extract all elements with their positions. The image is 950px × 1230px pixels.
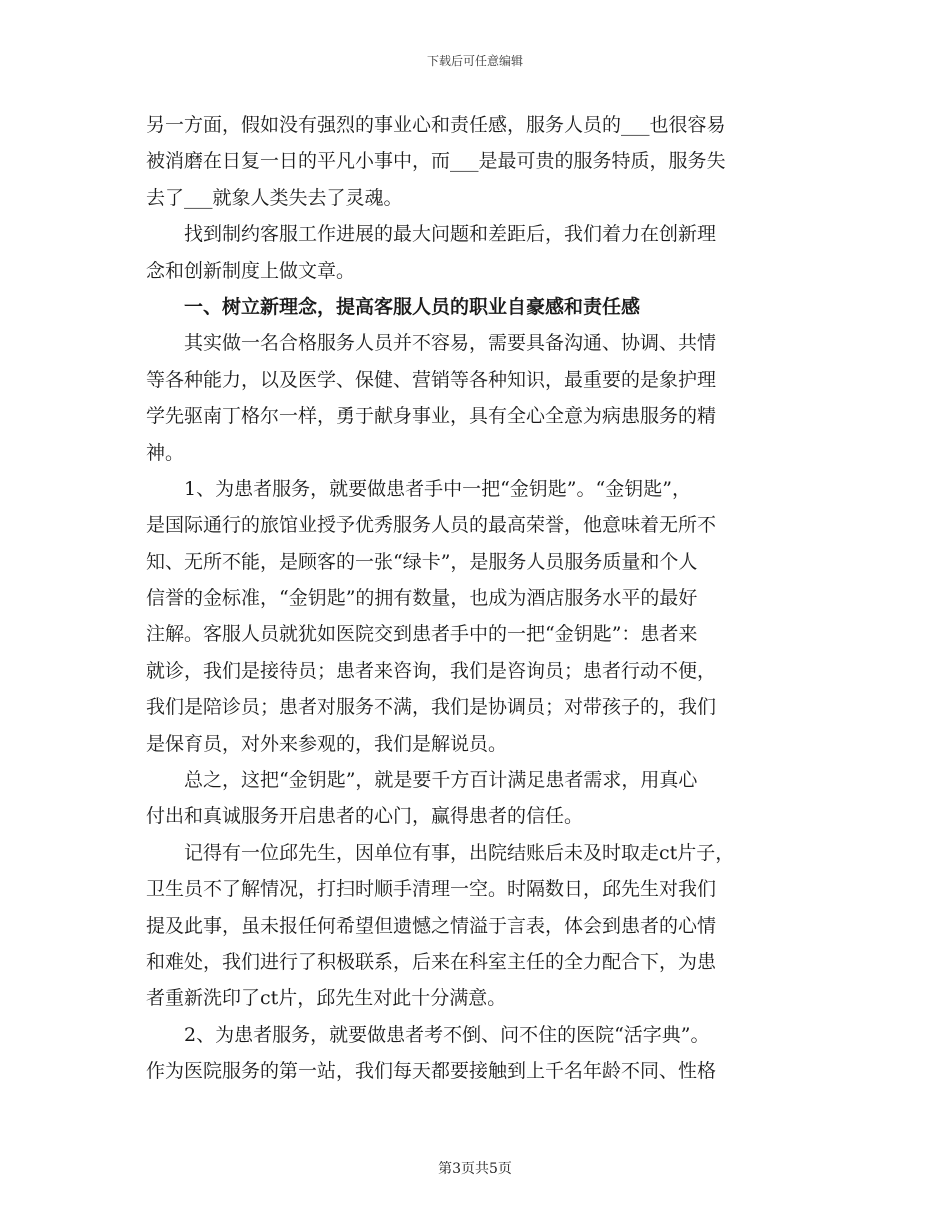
text-line: 者重新洗印了ct片，邱先生对此十分满意。	[146, 987, 507, 1010]
text-line: 是保育员，对外来参观的，我们是解说员。	[146, 732, 508, 755]
text-line: 学先驱南丁格尔一样，勇于献身事业，具有全心全意为病患服务的精	[146, 405, 717, 428]
text-line: 和难处，我们进行了积极联系，后来在科室主任的全力配合下，为患	[146, 950, 717, 973]
text-line: 作为医院服务的第一站，我们每天都要接触到上千名年龄不同、性格	[146, 1060, 717, 1083]
text-line: 被消磨在日复一日的平凡小事中，而___是最可贵的服务特质，服务失	[146, 150, 726, 173]
text-line: 我们是陪诊员；患者对服务不满，我们是协调员；对带孩子的，我们	[146, 696, 717, 719]
text-line: 总之，这把“金钥匙”，就是要千方百计满足患者需求，用真心	[184, 769, 698, 792]
text-line: 付出和真诚服务开启患者的心门，赢得患者的信任。	[146, 805, 584, 828]
text-line: 卫生员不了解情况，打扫时顺手清理一空。时隔数日，邱先生对我们	[146, 878, 717, 901]
text-line: 去了___就象人类失去了灵魂。	[146, 186, 403, 209]
document-body	[146, 107, 810, 1090]
text-line: 记得有一位邱先生，因单位有事，出院结账后未及时取走ct片子，	[184, 841, 735, 864]
text-line: 另一方面，假如没有强烈的事业心和责任感，服务人员的___也很容易	[146, 114, 726, 136]
text-line: 是国际通行的旅馆业授予优秀服务人员的最高荣誉，他意味着无所不	[146, 514, 717, 537]
text-line: 念和创新制度上做文章。	[146, 259, 356, 282]
text-line: 信誉的金标准，“金钥匙”的拥有数量，也成为酒店服务水平的最好	[146, 587, 698, 610]
text-line: 注解。客服人员就犹如医院交到患者手中的一把“金钥匙”：患者来	[146, 623, 698, 646]
text-line: 知、无所不能，是顾客的一张“绿卡”，是服务人员服务质量和个人	[146, 550, 698, 573]
text-line: 2、为患者服务，就要做患者考不倒、问不住的医院“活字典”。	[184, 1023, 710, 1046]
text-line: 找到制约客服工作进展的最大问题和差距后，我们着力在创新理	[184, 223, 717, 246]
page-footer: 第3页共5页	[438, 1161, 512, 1177]
text-line: 1、为患者服务，就要做患者手中一把“金钥匙”。“金钥匙”，	[184, 477, 691, 500]
text-line: 就诊，我们是接待员；患者来咨询，我们是咨询员；患者行动不便，	[146, 659, 717, 682]
text-line: 其实做一名合格服务人员并不容易，需要具备沟通、协调、共情	[184, 332, 717, 355]
text-line: 提及此事，虽未报任何希望但遗憾之情溢于言表，体会到患者的心情	[146, 914, 717, 937]
text-line: 神。	[146, 441, 185, 464]
section-heading: 一、树立新理念，提高客服人员的职业自豪感和责任感	[184, 295, 641, 318]
page-header: 下载后可任意编辑	[426, 54, 523, 68]
text-line: 等各种能力，以及医学、保健、营销等各种知识，最重要的是象护理	[146, 368, 717, 391]
